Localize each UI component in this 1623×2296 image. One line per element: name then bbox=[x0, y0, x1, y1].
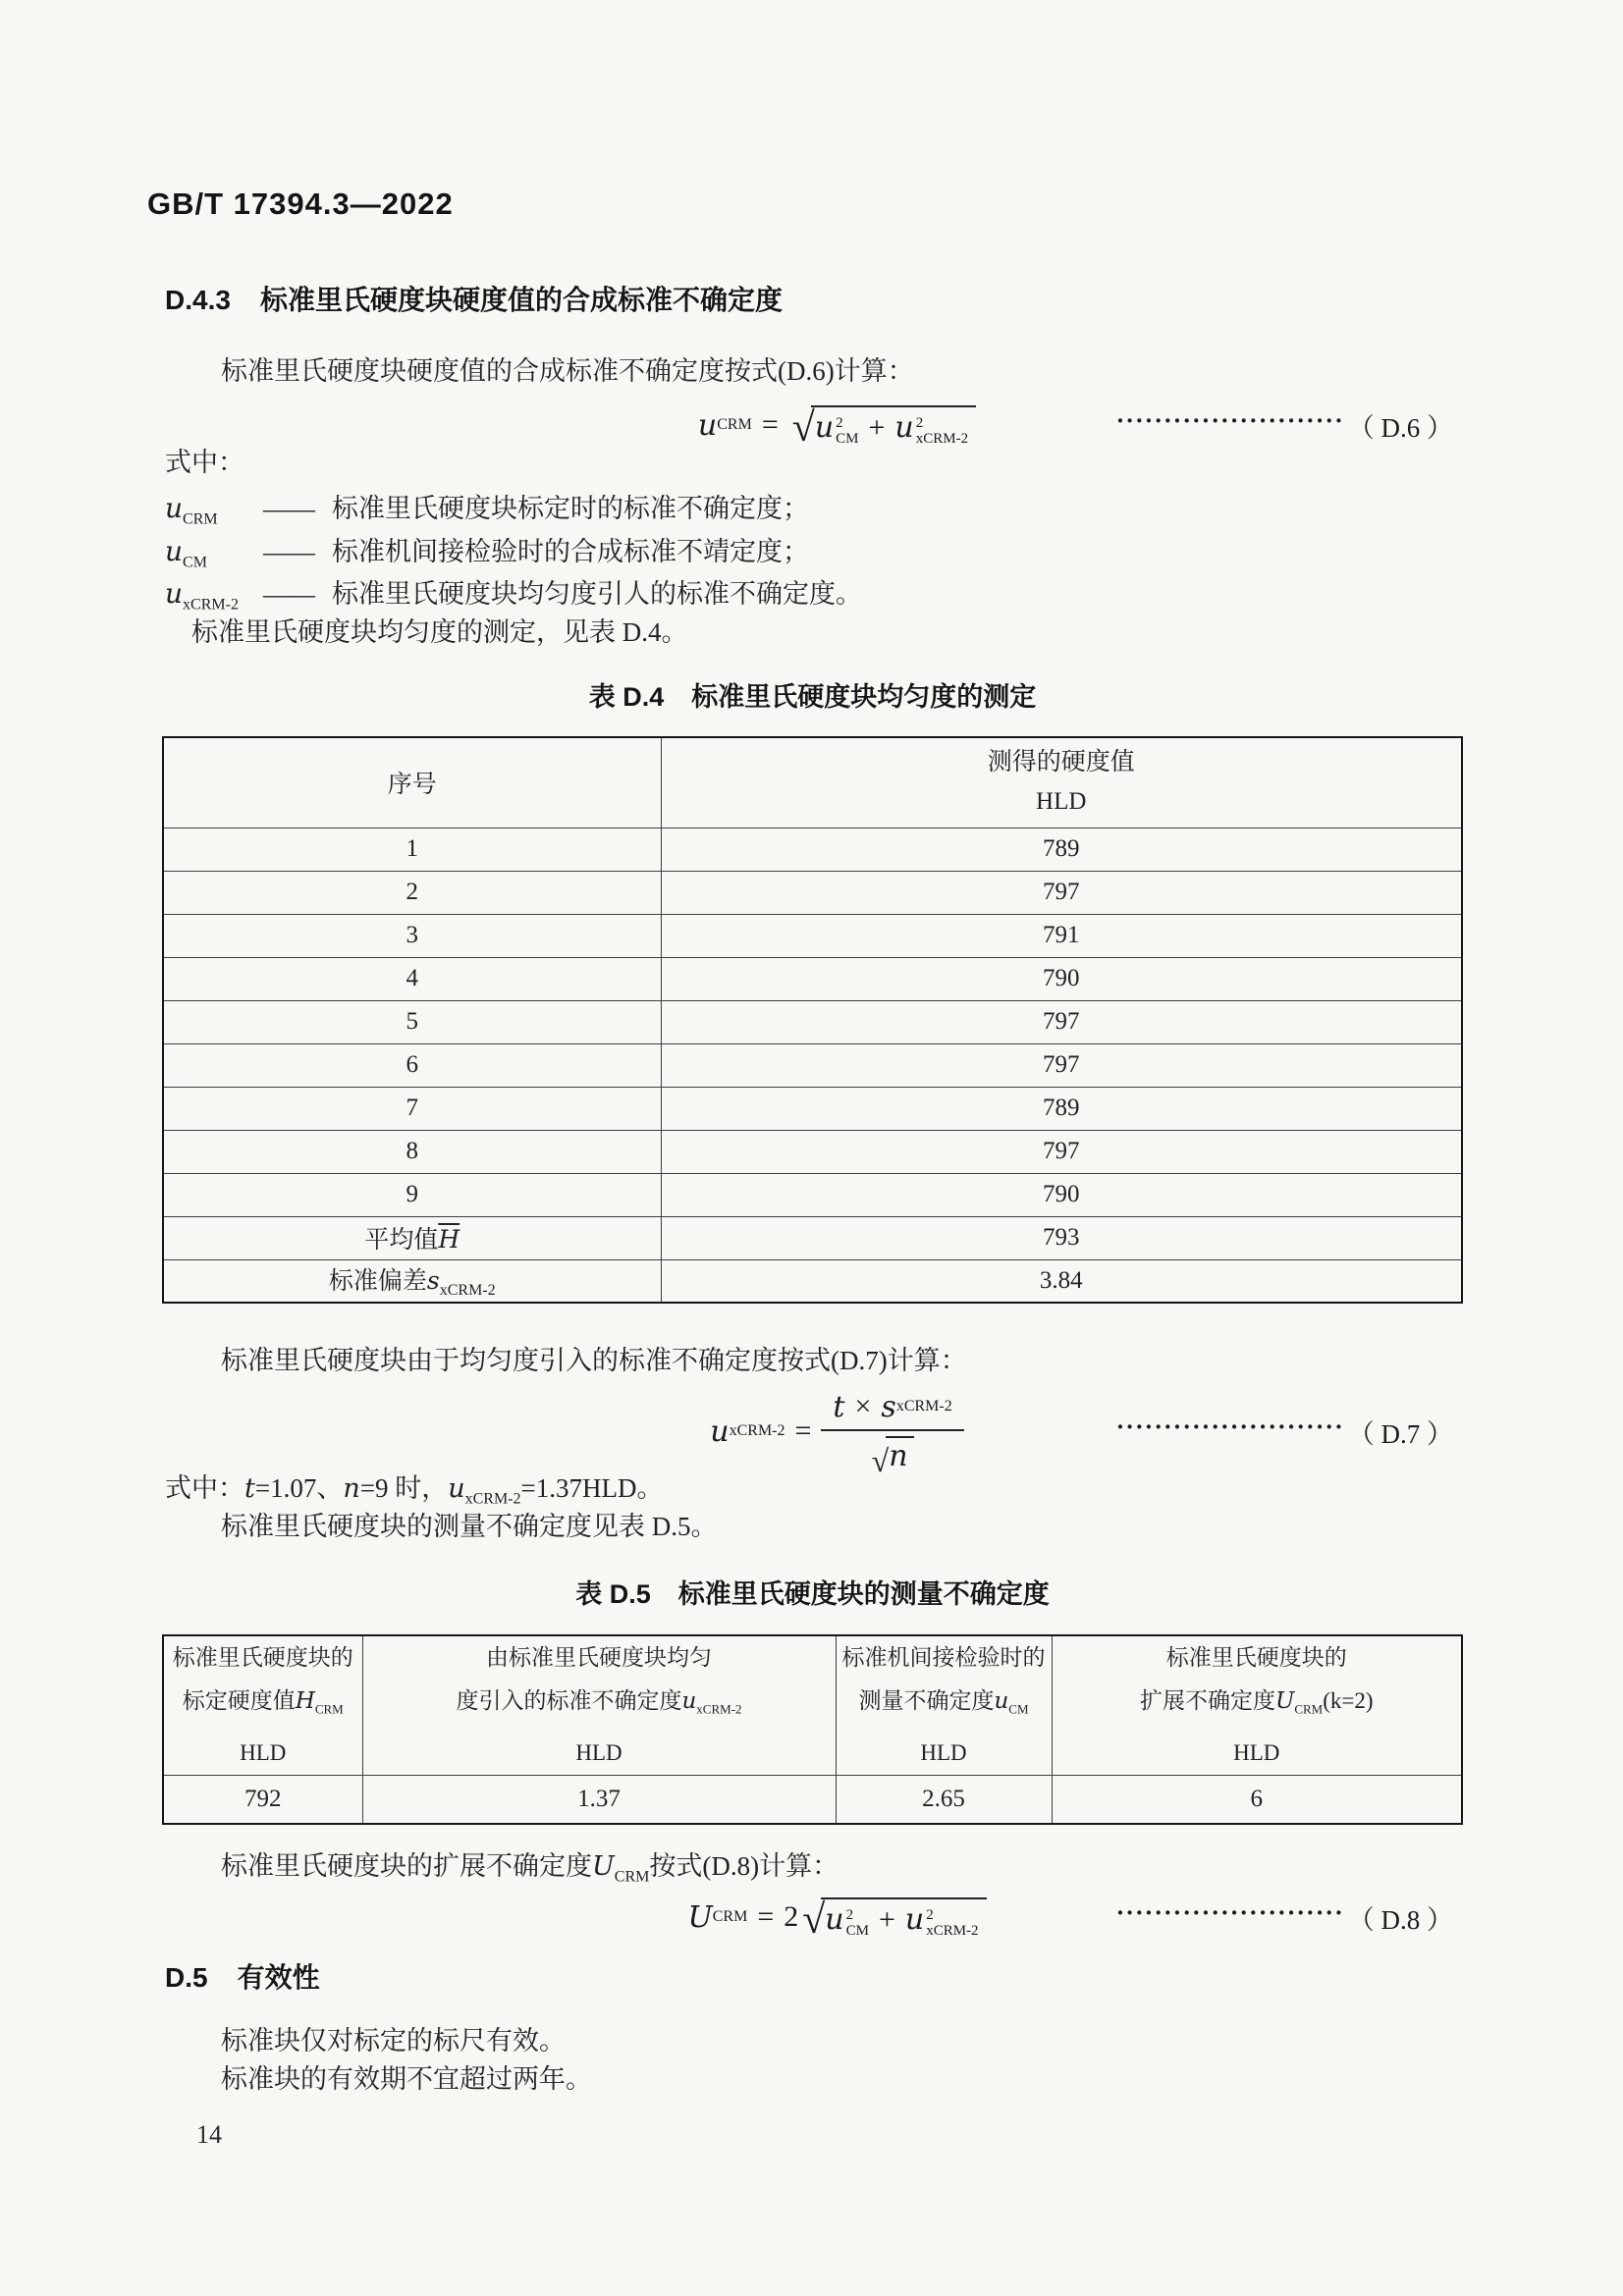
equation-d6-tag bbox=[1116, 406, 1453, 445]
table-d5-header-row bbox=[163, 1635, 1462, 1775]
eq8-plus: + bbox=[878, 1902, 895, 1936]
table-d5-col4-header: 标准里氏硬度块的 扩展不确定度$U_{CRM}(k=2)$ HLD bbox=[1052, 1635, 1462, 1775]
var-n: n bbox=[343, 1473, 360, 1504]
heading-d5-title: 有效性 bbox=[237, 1962, 320, 1993]
page-number: 14 bbox=[196, 2120, 222, 2149]
eq7-lhs-sub: xCRM-2 bbox=[729, 1422, 785, 1439]
mean-symbol: $\overline{H}$ bbox=[438, 1225, 460, 1254]
definition-ucrm bbox=[165, 487, 809, 529]
var-u: u bbox=[448, 1473, 465, 1504]
table-d5-title-number: 表 D.5 bbox=[575, 1579, 651, 1609]
table-row: 3 791 bbox=[163, 914, 1462, 957]
para-d5-line2: 标准块的有效期不宜超过两年。 bbox=[221, 2064, 592, 2094]
where-label: 式中： bbox=[165, 448, 244, 477]
times-sign: × bbox=[854, 1390, 872, 1422]
eq8-equals: = bbox=[757, 1900, 775, 1933]
symbol-ucm: $u_{CM}$ bbox=[165, 535, 207, 571]
table-d5 bbox=[162, 1634, 1463, 1825]
equation-number: （ D.7 ） bbox=[1347, 1418, 1453, 1449]
table-d4-header-row bbox=[163, 737, 1462, 828]
table-row: 4 790 bbox=[163, 957, 1462, 1000]
definition-text: 标准里氏硬度块标定时的标准不确定度； bbox=[332, 494, 809, 523]
eq8-lhs-sub: CRM bbox=[712, 1908, 748, 1925]
eq8-term1: u bbox=[825, 1902, 844, 1937]
table-d5-value-row: 792 1.37 2.65 6 bbox=[163, 1775, 1462, 1824]
var-U: U bbox=[592, 1851, 615, 1882]
eq6-equals: = bbox=[761, 408, 779, 441]
para-d6-intro: 标准里氏硬度块硬度值的合成标准不确定度按式(D.6)计算： bbox=[221, 356, 914, 386]
heading-d4-3-number: D.4.3 bbox=[165, 285, 231, 315]
table-d4 bbox=[162, 736, 1463, 1304]
symbol-ucrm: $u_{CRM}$ bbox=[165, 492, 218, 528]
eq7-fraction: t × s xCRM-2 √ n bbox=[821, 1390, 963, 1473]
definition-text: 标准机间接检验时的合成标准不靖定度； bbox=[332, 537, 809, 566]
table-d4-col1-header: 序号 bbox=[163, 737, 661, 828]
eq6-plus: + bbox=[868, 410, 886, 444]
table-row-stddev: 标准偏差$s_{xCRM-2}$ 3.84 bbox=[163, 1259, 1462, 1303]
heading-d4-3-title: 标准里氏硬度块硬度值的合成标准不确定度 bbox=[259, 285, 783, 315]
eq8-sqrt: √ u 2 CM + u 2 xCRM-2 bbox=[802, 1897, 986, 1937]
var-t: t bbox=[244, 1473, 255, 1504]
eq7-var-s: s bbox=[881, 1389, 896, 1424]
stddev-symbol: s bbox=[426, 1266, 440, 1296]
definition-text: 标准里氏硬度块均匀度引人的标准不确定度。 bbox=[332, 579, 862, 609]
radical-sign: √ bbox=[871, 1442, 890, 1478]
eq8-lhs: U bbox=[687, 1899, 713, 1935]
table-d4-title-text: 标准里氏硬度块均匀度的测定 bbox=[691, 682, 1037, 712]
dot-leader: ························ bbox=[1115, 406, 1344, 435]
table-d4-title bbox=[162, 675, 1463, 714]
para-d5-line1: 标准块仅对标定的标尺有效。 bbox=[221, 2026, 566, 2056]
eq6-sqrt: √ u 2 CM + u 2 xCRM-2 bbox=[792, 405, 976, 445]
equation-number: （ D.8 ） bbox=[1347, 1904, 1453, 1935]
definition-ucm bbox=[165, 530, 809, 572]
para-d7-result: 式中：t=1.07、n=9 时，$u_{xCRM-2}=1.37HLD$。 bbox=[165, 1473, 664, 1508]
definition-dash: —— bbox=[263, 494, 314, 523]
para-table-d4-ref: 标准里氏硬度块均匀度的测定，见表 D.4。 bbox=[191, 617, 688, 647]
eq7-lhs: u bbox=[710, 1414, 730, 1449]
equation-d8-tag bbox=[1116, 1898, 1453, 1937]
table-d5-col1-header: 标准里氏硬度块的 标定硬度值$H_{CRM}$ HLD bbox=[163, 1635, 362, 1775]
eq6-lhs: u bbox=[697, 407, 718, 443]
table-row: 5 797 bbox=[163, 1000, 1462, 1043]
radical-sign: √ bbox=[802, 1897, 826, 1943]
dot-leader: ························ bbox=[1115, 1898, 1344, 1927]
equation-d7-tag bbox=[1116, 1413, 1453, 1451]
table-row: 2 797 bbox=[163, 871, 1462, 914]
equation-d6 bbox=[221, 398, 1453, 453]
para-d8-intro: 标准里氏硬度块的扩展不确定度$U_{CRM}$按式(D.8)计算： bbox=[221, 1851, 839, 1886]
table-row: 8 797 bbox=[163, 1130, 1462, 1173]
equation-d8 bbox=[221, 1890, 1453, 1945]
radical-sign: √ bbox=[791, 405, 815, 451]
equation-d7-body bbox=[710, 1389, 963, 1478]
table-d5-title-text: 标准里氏硬度块的测量不确定度 bbox=[677, 1579, 1050, 1609]
eq7-var-n: n bbox=[889, 1438, 908, 1473]
table-row: 6 797 bbox=[163, 1043, 1462, 1087]
eq6-lhs-sub: CRM bbox=[717, 416, 752, 433]
para-d7-intro: 标准里氏硬度块由于均匀度引入的标准不确定度按式(D.7)计算： bbox=[221, 1346, 967, 1375]
table-d5-col2-header: 由标准里氏硬度块均匀 度引入的标准不确定度$u_{xCRM-2}$ HLD bbox=[362, 1635, 836, 1775]
eq7-equals: = bbox=[794, 1415, 812, 1447]
equation-d8-body bbox=[687, 1897, 986, 1943]
eq6-term1: u bbox=[814, 410, 835, 445]
symbol-uxcrm2: $u_{xCRM-2}$ bbox=[165, 577, 239, 614]
dot-leader: ························ bbox=[1115, 1413, 1344, 1441]
equation-d7 bbox=[221, 1382, 1453, 1480]
table-d5-title bbox=[162, 1573, 1463, 1611]
eq8-coef: 2 bbox=[784, 1900, 799, 1933]
eq8-term2: u bbox=[904, 1902, 925, 1937]
table-row-average: 平均值$\overline{H}$ 793 bbox=[163, 1216, 1462, 1259]
table-row: 1 789 bbox=[163, 828, 1462, 871]
definition-dash: —— bbox=[263, 537, 314, 566]
table-row: 7 789 bbox=[163, 1087, 1462, 1130]
table-row: 9 790 bbox=[163, 1173, 1462, 1216]
para-table-d5-ref: 标准里氏硬度块的测量不确定度见表 D.5。 bbox=[221, 1512, 718, 1541]
table-d5-col3-header: 标准机间接检验时的 测量不确定度$u_{CM}$ HLD bbox=[836, 1635, 1052, 1775]
table-d4-col2-header: 测得的硬度值 HLD bbox=[661, 737, 1462, 828]
equation-d6-body bbox=[697, 405, 976, 451]
heading-d5 bbox=[165, 1956, 320, 1996]
eq6-term2: u bbox=[894, 410, 914, 445]
heading-d4-3 bbox=[165, 279, 783, 318]
eq7-var-t: t bbox=[833, 1389, 845, 1424]
definition-dash: —— bbox=[263, 579, 314, 609]
table-d4-title-number: 表 D.4 bbox=[588, 682, 665, 712]
definition-uxcrm2 bbox=[165, 572, 862, 614]
equation-number: （ D.6 ） bbox=[1347, 412, 1453, 443]
heading-d5-number: D.5 bbox=[165, 1962, 208, 1993]
doc-number: GB/T 17394.3—2022 bbox=[147, 187, 454, 221]
